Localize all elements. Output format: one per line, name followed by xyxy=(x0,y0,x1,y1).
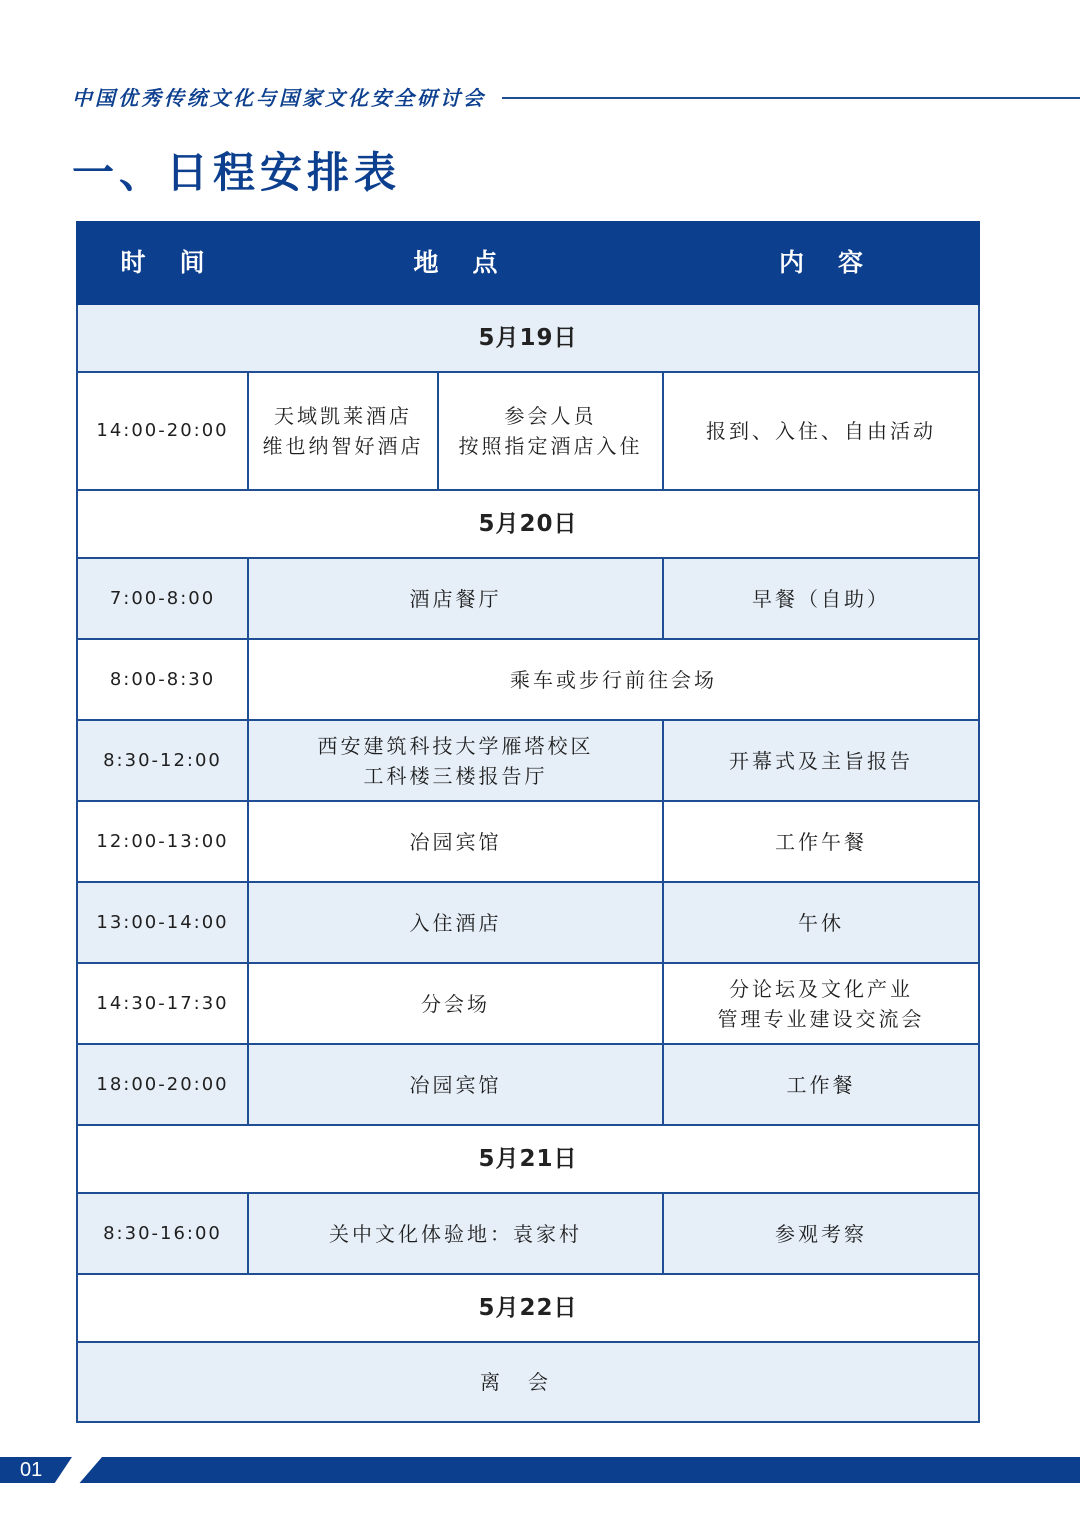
table-row xyxy=(77,372,979,490)
time-cell: 12:00-13:00 xyxy=(77,801,248,882)
date-row xyxy=(77,490,979,558)
table-row xyxy=(77,1193,979,1274)
table-header-row xyxy=(77,222,979,304)
content-cell: 开幕式及主旨报告 xyxy=(663,720,979,801)
table-row xyxy=(77,882,979,963)
place-cell: 关中文化体验地：袁家村 xyxy=(248,1193,663,1274)
place-cell: 入住酒店 xyxy=(248,882,663,963)
header-content: 内 容 xyxy=(663,222,979,304)
date-row xyxy=(77,304,979,372)
table-row xyxy=(77,963,979,1044)
table-row xyxy=(77,1044,979,1125)
time-cell: 8:00-8:30 xyxy=(77,639,248,720)
date-row xyxy=(77,1125,979,1193)
content-cell: 工作午餐 xyxy=(663,801,979,882)
date-row xyxy=(77,1274,979,1342)
time-cell: 18:00-20:00 xyxy=(77,1044,248,1125)
time-cell: 14:30-17:30 xyxy=(77,963,248,1044)
table-row xyxy=(77,558,979,639)
content-cell: 参观考察 xyxy=(663,1193,979,1274)
date-cell: 5月19日 xyxy=(77,304,979,372)
table-row xyxy=(77,639,979,720)
date-cell: 5月22日 xyxy=(77,1274,979,1342)
table-row xyxy=(77,1342,979,1422)
schedule-table xyxy=(76,221,980,1423)
section-title: 一、日程安排表 xyxy=(72,148,402,197)
content-cell: 午休 xyxy=(663,882,979,963)
time-cell: 13:00-14:00 xyxy=(77,882,248,963)
content-cell: 工作餐 xyxy=(663,1044,979,1125)
place-cell: 冶园宾馆 xyxy=(248,1044,663,1125)
content-cell: 报到、入住、自由活动 xyxy=(663,372,979,490)
place-cell: 冶园宾馆 xyxy=(248,801,663,882)
table-row xyxy=(77,801,979,882)
page-number: 01 xyxy=(20,1459,43,1481)
time-cell: 8:30-16:00 xyxy=(77,1193,248,1274)
header-rule xyxy=(502,97,1080,99)
time-cell: 14:00-20:00 xyxy=(77,372,248,490)
date-cell: 5月20日 xyxy=(77,490,979,558)
place-cell: 分会场 xyxy=(248,963,663,1044)
place-cell: 酒店餐厅 xyxy=(248,558,663,639)
footer-band xyxy=(0,1457,1080,1483)
place-cell: 参会人员 按照指定酒店入住 xyxy=(438,372,663,490)
header-place: 地 点 xyxy=(248,222,663,304)
time-cell: 8:30-12:00 xyxy=(77,720,248,801)
place-cell: 天域凯莱酒店 维也纳智好酒店 xyxy=(248,372,438,490)
table-row xyxy=(77,720,979,801)
merged-cell: 离会 xyxy=(77,1342,979,1422)
content-cell: 分论坛及文化产业 管理专业建设交流会 xyxy=(663,963,979,1044)
header-time: 时 间 xyxy=(77,222,248,304)
content-cell: 早餐（自助） xyxy=(663,558,979,639)
time-cell: 7:00-8:00 xyxy=(77,558,248,639)
header-title: 中国优秀传统文化与国家文化安全研讨会 xyxy=(72,86,486,110)
date-cell: 5月21日 xyxy=(77,1125,979,1193)
place-cell: 西安建筑科技大学雁塔校区 工科楼三楼报告厅 xyxy=(248,720,663,801)
merged-cell: 乘车或步行前往会场 xyxy=(248,639,979,720)
